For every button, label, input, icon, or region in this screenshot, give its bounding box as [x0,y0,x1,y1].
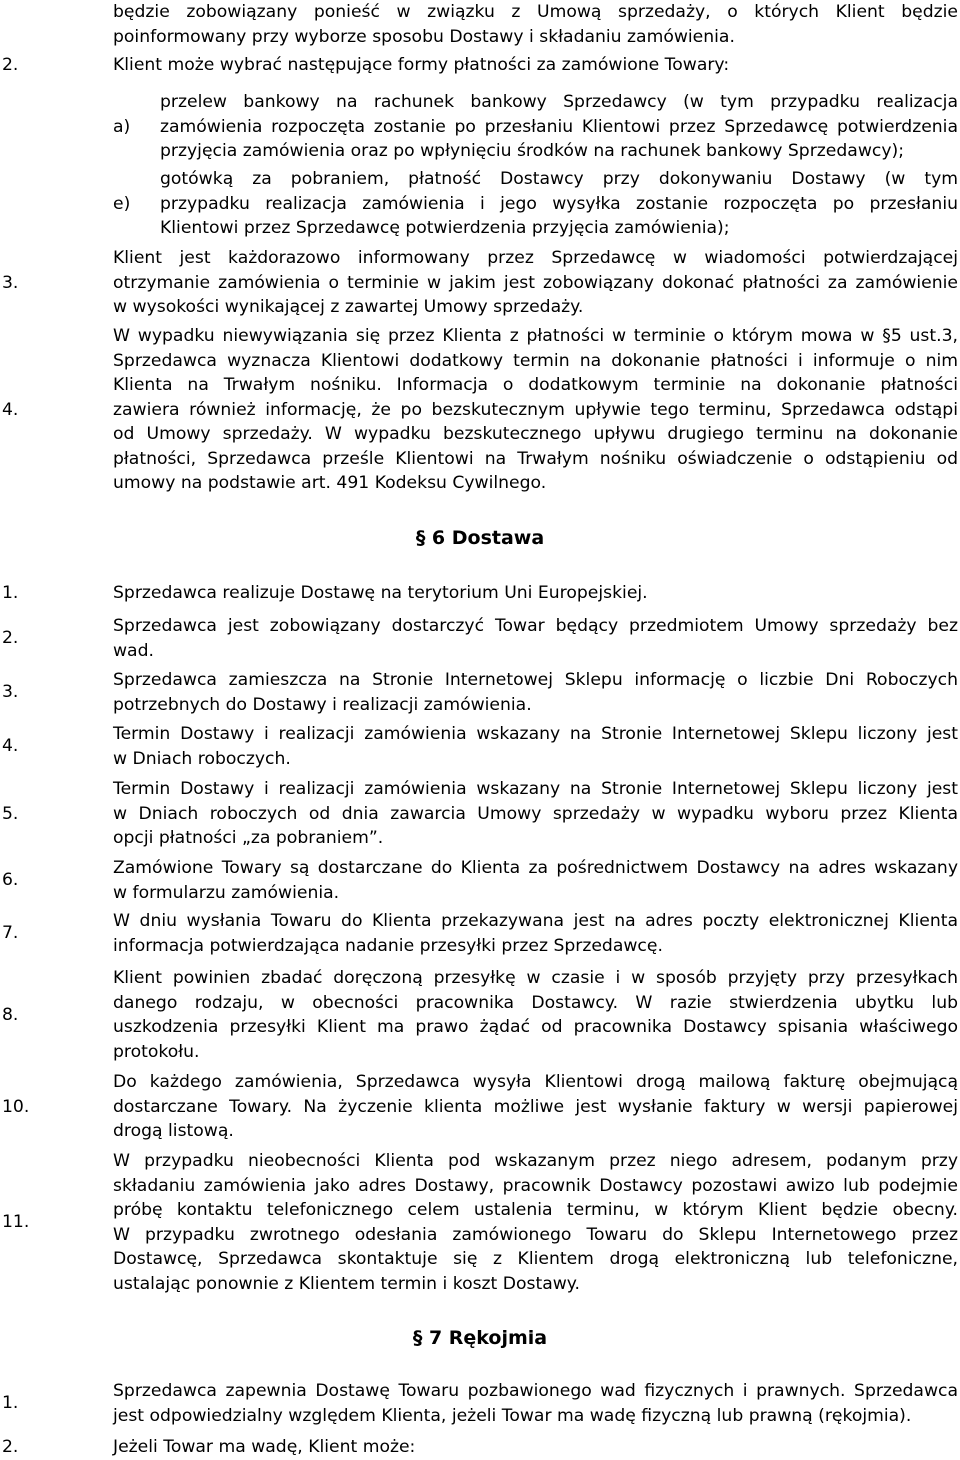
item-number: 3. [2,682,19,702]
text-line: wad. [113,640,154,661]
text-line: Sprzedawca realizuje Dostawę na terytorium Uni Europejskiej. [113,583,648,603]
item-number: 4. [2,736,19,756]
text-line: próbę kontaktu telefonicznego celem ustalenia terminu, w którym Klient będzie obecny. [113,1200,958,1220]
text-line: Sprzedawca wyznacza Klientowi dodatkowy termin na dokonanie płatności i informuje o nim [113,350,958,371]
item-number: 1. [2,583,19,603]
item-number: 2. [2,1437,19,1457]
item-number: 4. [2,400,19,420]
text-line: od Umowy sprzedaży. W wypadku bezskutecznego upływu drugiego terminu na dokonanie [113,424,958,444]
item-number: 6. [2,870,19,890]
text-line: informacja potwierdzająca nadanie przesyłki przez Sprzedawcę. [113,935,663,956]
text-line: składaniu zamówienia jako adres Dostawy, pracownik Dostawcy pozostawi awizo lub podejmie [113,1175,958,1196]
text-line: dostarczane Towary. Na życzenie klienta możliwe jest wysłanie faktury w wersji papierowej [113,1096,958,1117]
text-line: danego rodzaju, w obecności pracownika Dostawcy. W razie stwierdzenia ubytku lub [113,992,958,1013]
text-line: W dniu wysłania Towaru do Klienta przekazywana jest na adres poczty elektronicznej Klienta [113,911,958,931]
text-line: przyjęcia zamówienia oraz po wpłynięciu środków na rachunek bankowy Sprzedawcy); [160,141,904,161]
text-line: Klientowi przez Sprzedawcę potwierdzenia przyjęcia zamówienia); [160,218,730,238]
text-line: Termin Dostawy i realizacji zamówienia wskazany na Stronie Internetowej Sklepu liczony jest [113,724,958,744]
option-letter: e) [113,194,131,214]
text-line: Klient może wybrać następujące formy płatności za zamówione Towary: [113,55,730,75]
text-line: Zamówione Towary są dostarczane do Klienta za pośrednictwem Dostawcy na adres wskazany [113,858,958,878]
text-line: opcji płatności „za pobraniem”. [113,828,384,848]
text-line: w formularzu zamówienia. [113,882,340,903]
text-line: w Dniach roboczych od dnia zawarcia Umowy sprzedaży w wypadku wyboru przez Klienta [113,803,958,824]
option-letter: a) [113,117,131,137]
text-line: płatności, Sprzedawca prześle Klientowi na Trwałym nośniku oświadczenie o odstąpieniu od [113,448,958,469]
text-line: zamówienia rozpoczęta zostanie po przesłaniu Klientowi przez Sprzedawcę potwierdzenia [160,116,958,137]
item-number: 3. [2,273,19,293]
text-line: W przypadku zwrotnego odesłania zamówionego Towaru do Sklepu Internetowego przez [113,1224,958,1245]
item-number: 10. [2,1096,30,1117]
text-line: Dostawcę, Sprzedawca skontaktuje się z Klientem drogą elektroniczną lub telefoniczne, [113,1249,958,1269]
text-line: poinformowany przy wyborze sposobu Dostawy i składaniu zamówienia. [113,26,735,47]
text-line: drogą listową. [113,1121,234,1141]
text-line: Do każdego zamówienia, Sprzedawca wysyła Klientowi drogą mailową fakturę obejmującą [113,1072,958,1092]
text-line: Sprzedawca zapewnia Dostawę Towaru pozbawionego wad fizycznych i prawnych. Sprzedawca [113,1381,958,1401]
text-line: Klient jest każdorazowo informowany przez Sprzedawcę w wiadomości potwierdzającej [113,248,958,268]
text-line: otrzymanie zamówienia o terminie w jakim jest zobowiązany dokonać płatności za zamówienie [113,272,958,293]
text-line: umowy na podstawie art. 491 Kodeksu Cywilnego. [113,473,547,493]
item-number: 8. [2,1004,19,1025]
text-line: w wysokości wynikającej z zawartej Umowy sprzedaży. [113,297,584,317]
text-line: protokołu. [113,1041,200,1062]
section-heading: § 7 Rękojmia [412,1327,548,1349]
text-line: przelew bankowy na rachunek bankowy Sprzedawcy (w tym przypadku realizacja [160,92,958,112]
item-number: 2. [2,628,19,648]
item-number: 7. [2,923,19,943]
item-number: 2. [2,55,19,75]
text-line: Jeżeli Towar ma wadę, Klient może: [113,1437,416,1457]
text-line: Klient powinien zbadać doręczoną przesyłkę w czasie i w sposób przyjęty przy przesyłkach [113,968,958,988]
text-line: W wypadku niewywiązania się przez Klienta z płatności w terminie o którym mowa w §5 ust.3, [113,326,958,346]
text-line: Termin Dostawy i realizacji zamówienia wskazany na Stronie Internetowej Sklepu liczony jest [113,779,958,799]
text-line: zawiera również informację, że po bezskutecznym upływie tego terminu, Sprzedawca odstąpi [113,399,958,420]
item-number: 1. [2,1393,19,1413]
text-line: będzie zobowiązany ponieść w związku z Umową sprzedaży, o których Klient będzie [113,2,958,22]
text-line: jest odpowiedzialny względem Klienta, jeżeli Towar ma wadę fizyczną lub prawną (rękojmia). [113,1405,912,1426]
text-line: uszkodzenia przesyłki Klient ma prawo żądać od pracownika Dostawcy spisania właściwego [113,1017,958,1037]
text-line: Sprzedawca zamieszcza na Stronie Internetowej Sklepu informację o liczbie Dni Roboczych [113,670,958,690]
item-number: 5. [2,803,19,824]
text-line: potrzebnych do Dostawy i realizacji zamówienia. [113,694,532,715]
text-line: gotówką za pobraniem, płatność Dostawcy przy dokonywaniu Dostawy (w tym [160,169,958,189]
section-heading: § 6 Dostawa [415,527,545,549]
text-line: ustalając ponownie z Klientem termin i koszt Dostawy. [113,1273,580,1294]
text-line: W przypadku nieobecności Klienta pod wskazanym przez niego adresem, podanym przy [113,1151,958,1171]
item-number: 11. [2,1212,30,1232]
text-line: Sprzedawca jest zobowiązany dostarczyć Towar będący przedmiotem Umowy sprzedaży bez [113,616,958,636]
text-line: przypadku realizacja zamówienia i jego wysyłka zostanie rozpoczęta po przesłaniu [160,193,958,214]
text-line: w Dniach roboczych. [113,748,291,769]
text-line: Klienta na Trwałym nośniku. Informacja o dodatkowym terminie na dokonanie płatności [113,375,958,395]
